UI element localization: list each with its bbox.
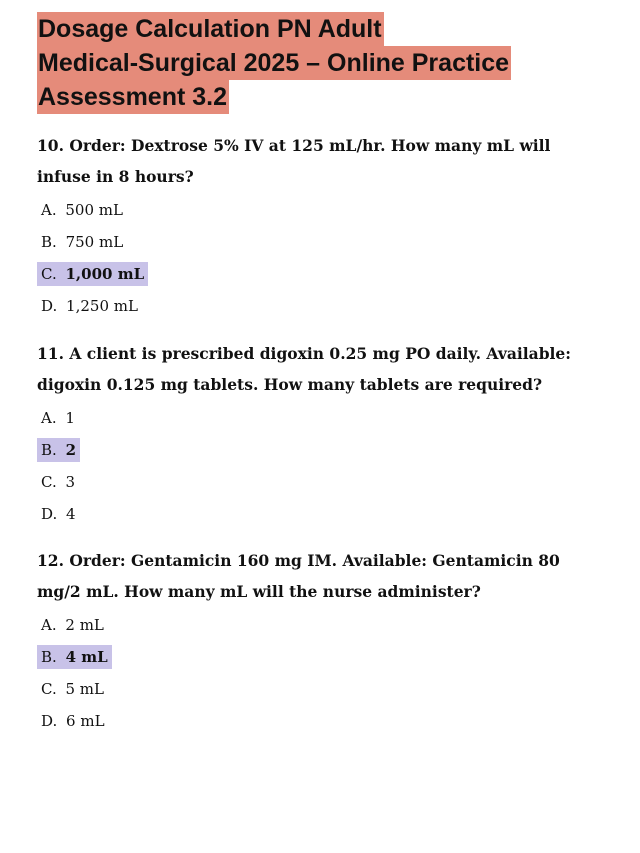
option-letter: C.	[41, 680, 57, 698]
option-letter: A.	[41, 409, 57, 427]
option-d[interactable]	[37, 709, 597, 741]
title-line-text: Assessment 3.2	[37, 80, 229, 114]
option-text: 6 mL	[66, 712, 105, 730]
question-stem: 12. Order: Gentamicin 160 mg IM. Available: Gentamicin 80 mg/2 mL. How many mL will the nurse administer?	[37, 551, 560, 601]
option-b[interactable]	[37, 230, 597, 262]
answer-options	[37, 198, 597, 326]
title-line	[37, 80, 617, 114]
title-line-text: Medical-Surgical 2025 – Online Practice	[37, 46, 511, 80]
title-line	[37, 12, 617, 46]
option-text: 2 mL	[65, 616, 104, 634]
option-letter: C.	[41, 473, 57, 491]
answer-options	[37, 613, 597, 741]
option-letter: D.	[41, 297, 58, 315]
question-stem: 11. A client is prescribed digoxin 0.25 mg PO daily. Available: digoxin 0.125 mg tablets. How many tablets are required?	[37, 344, 572, 394]
option-letter: A.	[41, 201, 57, 219]
option-letter: D.	[41, 505, 58, 523]
question-10	[37, 130, 597, 326]
option-letter: D.	[41, 712, 58, 730]
option-letter: A.	[41, 616, 57, 634]
option-letter: B.	[41, 233, 57, 251]
option-c[interactable]	[37, 470, 597, 502]
option-a[interactable]	[37, 406, 597, 438]
option-letter: B.	[39, 438, 59, 462]
option-text: 1,000 mL	[64, 262, 147, 286]
option-text: 1,250 mL	[66, 297, 138, 315]
option-text: 4	[66, 505, 76, 523]
option-text: 1	[65, 409, 75, 427]
option-b-correct[interactable]	[37, 645, 597, 677]
option-a[interactable]	[37, 198, 597, 230]
option-b-correct[interactable]	[37, 438, 597, 470]
option-text: 500 mL	[65, 201, 123, 219]
question-11	[37, 338, 597, 534]
option-d[interactable]	[37, 294, 597, 326]
option-text: 3	[65, 473, 76, 491]
option-c[interactable]	[37, 677, 597, 709]
option-text: 4 mL	[64, 645, 110, 669]
question-12	[37, 545, 597, 741]
option-text: 750 mL	[65, 233, 124, 251]
option-letter: B.	[39, 645, 59, 669]
document-title	[37, 12, 617, 114]
option-text: 2	[64, 438, 78, 462]
answer-options	[37, 406, 597, 534]
question-stem: 10. Order: Dextrose 5% IV at 125 mL/hr. How many mL will infuse in 8 hours?	[37, 136, 551, 186]
option-letter: C.	[39, 262, 59, 286]
option-a[interactable]	[37, 613, 597, 645]
option-c-correct[interactable]	[37, 262, 597, 294]
title-line	[37, 46, 617, 80]
option-text: 5 mL	[65, 680, 104, 698]
title-line-text: Dosage Calculation PN Adult	[37, 12, 384, 46]
option-d[interactable]	[37, 502, 597, 534]
